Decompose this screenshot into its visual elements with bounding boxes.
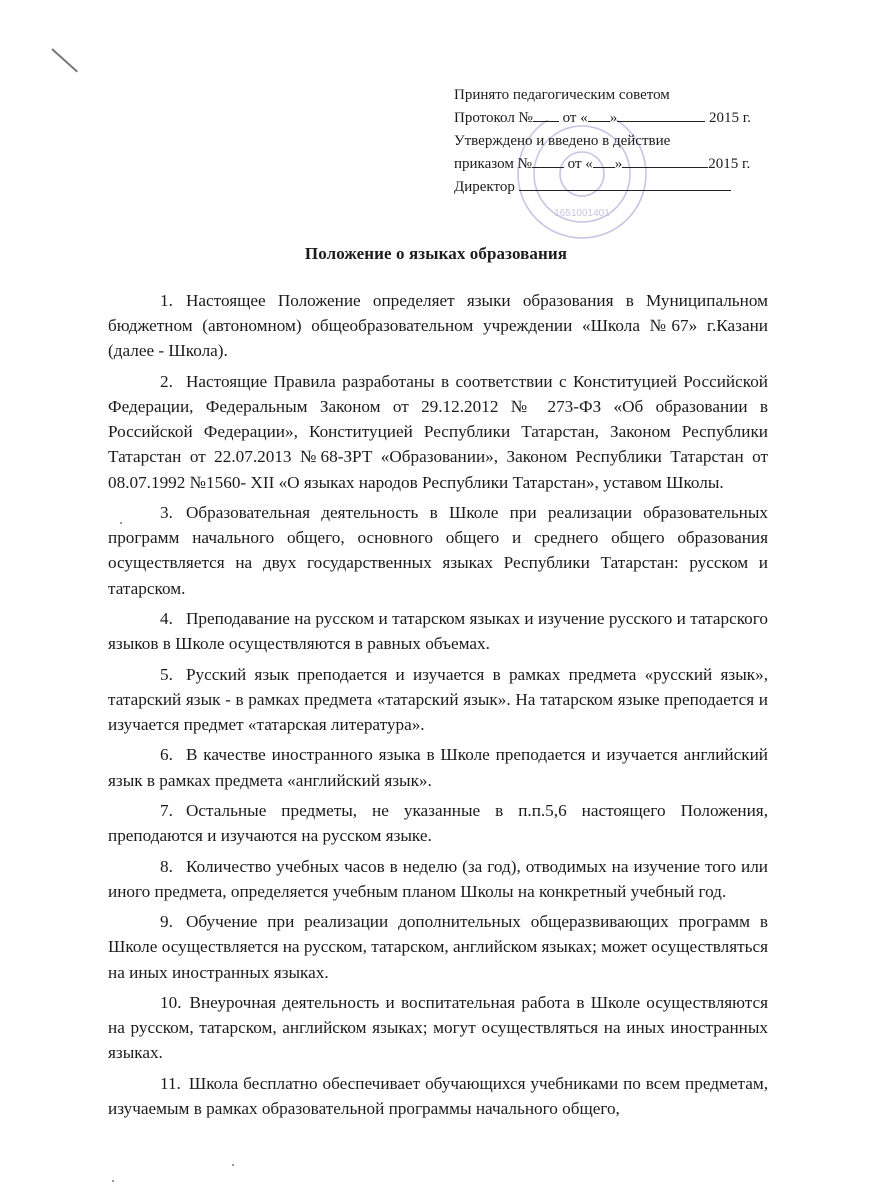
paragraph-item: 11. Школа бесплатно обеспечивает обучающихся учебниками по всем предметам, изучаемым в рамках образовательной программы начального общего, — [108, 1073, 768, 1118]
blank-field — [593, 153, 615, 168]
paragraph-item: 7. Остальные предметы, не указанные в п.п.5,6 настоящего Положения, преподаются и изучаются на русском языке. — [108, 800, 768, 846]
blank-field — [588, 107, 610, 122]
approval-line-director: Директор — [454, 176, 784, 199]
document-body — [108, 288, 768, 1126]
paragraph-item: 1. Настоящее Положение определяет языки образования в Муниципальном бюджетном (автономном) общеобразовательном учреждении «Школа №67» г.Казани (далее - Школа). — [108, 291, 768, 361]
paragraph-item: 6. В качестве иностранного языка в Школе преподается и изучается английский язык в рамках предмета «английский язык». — [108, 745, 768, 790]
scan-speck — [112, 1180, 114, 1182]
paragraph-item: 3. Образовательная деятельность в Школе при реализации образовательных программ начального общего, основного общего и среднего общего образования осуществляется на двух государственных языках Республики Татарстан: русском и татарском. — [108, 503, 768, 598]
paragraph-item: 9. Обучение при реализации дополнительных общеразвивающих программ в Школе осуществляется на русском, татарском, английском языках; может осуществляться на иных иностранных языках. — [108, 912, 768, 982]
signature-blank — [519, 176, 731, 191]
paragraph-item: 4. Преподавание на русском и татарском языках и изучение русского и татарского языков в Школе осуществляются в равных объемах. — [108, 609, 768, 654]
blank-field — [533, 107, 559, 122]
paragraph-item: 10. Внеурочная деятельность и воспитательная работа в Школе осуществляются на русском, татарском, английском языках; могут осуществляться на иных иностранных языках. — [108, 992, 768, 1063]
approval-line-order: приказом № от « » 2015 г. — [454, 153, 784, 176]
paragraph-item: 5. Русский язык преподается и изучается в рамках предмета «русский язык», татарский язык - в рамках предмета «татарский язык». На татарском языке преподается и изучается предмет «татарская литература». — [108, 664, 768, 734]
approval-line-protocol: Протокол № от « » 2015 г. — [454, 107, 784, 130]
approval-line-enacted: Утверждено и введено в действие — [454, 133, 671, 149]
blank-field — [617, 107, 705, 122]
paragraph-item: 8. Количество учебных часов в неделю (за год), отводимых на изучение того или иного предмета, определяется учебным планом Школы на конкретный учебный год. — [108, 856, 768, 901]
scan-speck — [232, 1164, 234, 1166]
approval-header — [454, 84, 784, 199]
blank-field — [532, 153, 564, 168]
approval-line-council: Принято педагогическим советом — [454, 87, 670, 103]
paragraph-item: 2. Настоящие Правила разработаны в соответствии с Конституцией Российской Федерации, Федеральным Законом от 29.12.2012 № 273-ФЗ «Об образовании в Российской Федерации», Конституцией Республики Татарстан, Законом Республики Татарстан от 22.07.2013 №68-ЗРТ «Образовании», Законом Республики Татарстан от 08.07.1992 №1560- XII «О языках народов Республики Татарстан», уставом Школы. — [108, 371, 768, 492]
svg-text:1651001401: 1651001401 — [554, 208, 610, 219]
scan-speck — [120, 522, 122, 524]
document-title: Положение о языках образования — [304, 244, 568, 263]
blank-field — [622, 153, 708, 168]
scan-mark — [51, 48, 78, 72]
